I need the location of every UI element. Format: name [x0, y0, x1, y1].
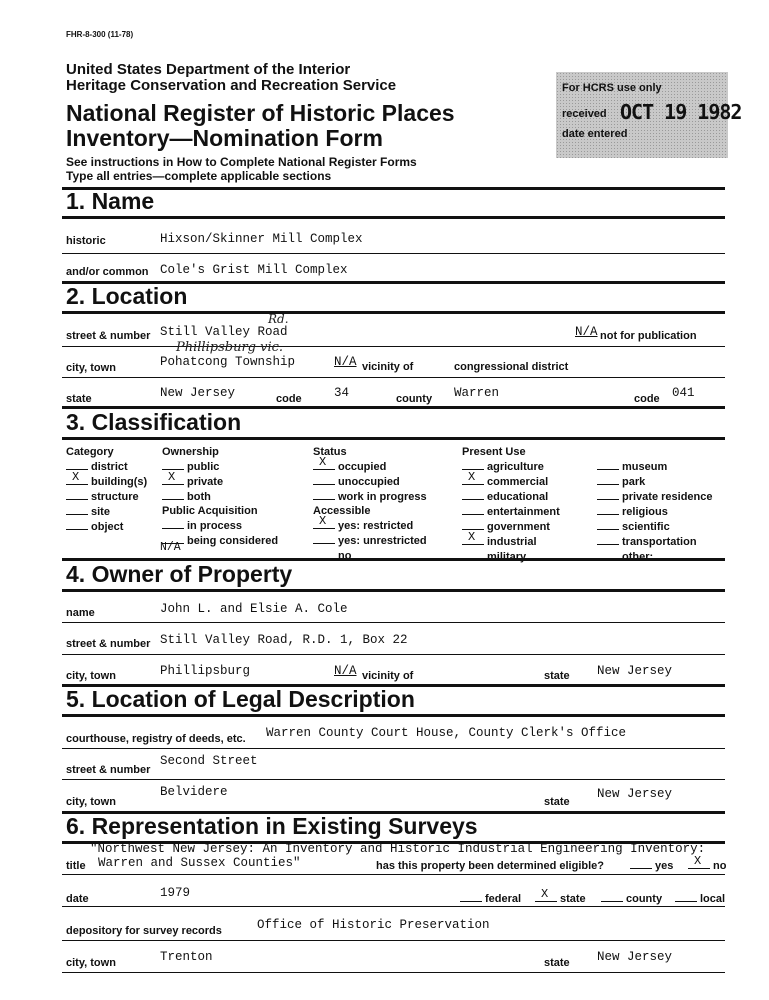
checkbox-row[interactable]: private residence	[597, 489, 713, 504]
historic-label: historic	[66, 235, 106, 247]
location-street-value[interactable]: Still Valley Road	[160, 325, 288, 339]
section-5-heading: 5. Location of Legal Description	[66, 686, 415, 712]
field-line	[62, 906, 725, 907]
survey-state-value[interactable]: New Jersey	[597, 950, 673, 964]
section-2-heading: 2. Location	[66, 283, 188, 309]
received-label: received	[562, 108, 607, 120]
section-divider	[62, 589, 725, 592]
checkbox-row[interactable]: district	[66, 459, 147, 474]
checkbox-row[interactable]: museum	[597, 459, 713, 474]
legal-street-label: street & number	[66, 764, 151, 776]
state-option[interactable]: X state	[535, 891, 586, 906]
section-3-heading: 3. Classification	[66, 409, 242, 435]
section-6-heading: 6. Representation in Existing Surveys	[66, 813, 478, 839]
section-4-heading: 4. Owner of Property	[66, 561, 293, 587]
ownership-column	[162, 445, 278, 548]
checkbox-row[interactable]: unoccupied	[313, 474, 427, 489]
location-state-value[interactable]: New Jersey	[160, 386, 236, 400]
federal-option[interactable]: federal	[460, 891, 521, 906]
legal-state-value[interactable]: New Jersey	[597, 787, 673, 801]
category-column	[66, 445, 147, 534]
checkbox-row[interactable]: X commercial	[462, 474, 560, 489]
section-1-heading: 1. Name	[66, 188, 155, 214]
field-line	[62, 779, 725, 780]
vicinity-value[interactable]: N/A	[334, 355, 357, 369]
owner-state-label: state	[544, 670, 570, 682]
checkbox-row[interactable]: park	[597, 474, 713, 489]
county-label: county	[396, 393, 433, 405]
field-line	[62, 654, 725, 655]
historic-name-value[interactable]: Hixson/Skinner Mill Complex	[160, 232, 363, 246]
eligible-no-option[interactable]: X no	[688, 858, 726, 873]
status-title: Status	[313, 446, 347, 458]
state-label: state	[66, 393, 92, 405]
hcrs-label: For HCRS use only	[562, 82, 662, 94]
checkbox-row[interactable]: religious	[597, 504, 713, 519]
field-line	[62, 748, 725, 749]
congressional-district-label: congressional district	[454, 361, 569, 373]
local-option[interactable]: local	[675, 891, 725, 906]
received-date-stamp: OCT 19 1982	[620, 100, 742, 124]
handwritten-city-note: Phillipsburg vic.	[176, 340, 284, 355]
state-code-value[interactable]: 34	[334, 386, 350, 400]
instructions-line-2: Type all entries—complete applicable sections	[66, 169, 332, 183]
agency-service: Heritage Conservation and Recreation Service	[66, 77, 397, 94]
checkbox-row[interactable]: scientific	[597, 519, 713, 534]
checkbox-row[interactable]: both	[162, 489, 278, 504]
checkbox-row[interactable]: object	[66, 519, 147, 534]
legal-street-value[interactable]: Second Street	[160, 754, 258, 768]
owner-street-value[interactable]: Still Valley Road, R.D. 1, Box 22	[160, 633, 408, 647]
not-for-publication-value[interactable]: N/A	[575, 325, 598, 339]
checkbox-row[interactable]: agriculture	[462, 459, 560, 474]
instructions-line-1: See instructions in How to Complete National Register Forms	[66, 155, 417, 169]
survey-date-value[interactable]: 1979	[160, 886, 191, 900]
checkbox-row[interactable]: being considered	[162, 533, 278, 548]
checkbox-row[interactable]: structure	[66, 489, 147, 504]
county-option[interactable]: county	[601, 891, 662, 906]
checkbox-row[interactable]: X building(s)	[66, 474, 147, 489]
street-number-label: street & number	[66, 330, 151, 342]
checkbox-row[interactable]: work in progress	[313, 489, 427, 504]
form-title: National Register of Historic Places	[66, 100, 455, 126]
checkbox-row[interactable]: X private	[162, 474, 278, 489]
present-use-title: Present Use	[462, 446, 526, 458]
legal-city-value[interactable]: Belvidere	[160, 785, 228, 799]
checkbox-row[interactable]: other:	[597, 549, 713, 564]
depository-value[interactable]: Office of Historic Preservation	[257, 918, 490, 932]
checkbox-row[interactable]: government	[462, 519, 560, 534]
section-divider	[62, 216, 725, 219]
field-line	[62, 874, 725, 875]
present-use-column-1	[462, 445, 560, 564]
county-value[interactable]: Warren	[454, 386, 500, 400]
survey-state-label: state	[544, 957, 570, 969]
accessible-title: Accessible	[313, 505, 371, 517]
owner-street-label: street & number	[66, 638, 151, 650]
owner-name-value[interactable]: John L. and Elsie A. Cole	[160, 602, 348, 616]
owner-vicinity-label: vicinity of	[362, 670, 414, 682]
section-divider	[62, 311, 725, 314]
survey-city-label: city, town	[66, 957, 116, 969]
location-city-value[interactable]: Pohatcong Township	[160, 355, 296, 369]
checkbox-row[interactable]: entertainment	[462, 504, 560, 519]
field-line	[62, 940, 725, 941]
present-use-column-2	[597, 459, 713, 564]
legal-state-label: state	[544, 796, 570, 808]
common-name-value[interactable]: Cole's Grist Mill Complex	[160, 263, 348, 277]
checkbox-row[interactable]: X yes: restricted	[313, 518, 427, 533]
owner-city-value[interactable]: Phillipsburg	[160, 664, 251, 678]
checkbox-row[interactable]: educational	[462, 489, 560, 504]
checkbox-row[interactable]: military	[462, 549, 560, 564]
field-line	[62, 346, 725, 347]
public-acquisition-title: Public Acquisition	[162, 505, 258, 517]
survey-title-label: title	[66, 860, 86, 872]
hcrs-use-only-box	[556, 72, 742, 158]
field-line	[62, 622, 725, 623]
form-subtitle: Inventory—Nomination Form	[66, 125, 383, 151]
section-divider	[62, 714, 725, 717]
ownership-title: Ownership	[162, 446, 219, 458]
checkbox-row[interactable]: public	[162, 459, 278, 474]
checkbox-row[interactable]: yes: unrestricted	[313, 533, 427, 548]
survey-title-line-1[interactable]: "Northwest New Jersey: An Inventory and Historic Industrial Engineering Inventory:	[90, 842, 706, 856]
checkbox-row[interactable]: transportation	[597, 534, 713, 549]
survey-city-value[interactable]: Trenton	[160, 950, 213, 964]
form-id: FHR-8-300 (11-78)	[66, 30, 134, 39]
eligible-question: has this property been determined eligible?	[376, 860, 604, 872]
checkbox-row[interactable]: X industrial	[462, 534, 560, 549]
not-for-publication-label: not for publication	[600, 330, 697, 342]
section-divider	[62, 187, 725, 190]
vicinity-label: vicinity of	[362, 361, 414, 373]
owner-vicinity-value[interactable]: N/A	[334, 664, 357, 678]
handwritten-road-note: Rd.	[268, 312, 289, 326]
depository-label: depository for survey records	[66, 925, 222, 937]
category-title: Category	[66, 446, 114, 458]
public-acquisition-value[interactable]: N/A	[160, 541, 181, 554]
eligible-yes-option[interactable]: yes	[630, 858, 673, 873]
code-label: code	[276, 393, 302, 405]
survey-date-label: date	[66, 893, 89, 905]
courthouse-value[interactable]: Warren County Court House, County Clerk's Office	[266, 726, 627, 740]
field-line	[62, 253, 725, 254]
courthouse-label: courthouse, registry of deeds, etc.	[66, 733, 246, 745]
survey-title-line-2[interactable]: Warren and Sussex Counties"	[98, 856, 301, 870]
owner-name-label: name	[66, 607, 95, 619]
checkbox-row[interactable]: in process	[162, 518, 278, 533]
checkbox-row[interactable]: no	[313, 548, 427, 563]
owner-city-label: city, town	[66, 670, 116, 682]
checkbox-row[interactable]: site	[66, 504, 147, 519]
agency-name: United States Department of the Interior	[66, 61, 351, 78]
county-code-label: code	[634, 393, 660, 405]
owner-state-value[interactable]: New Jersey	[597, 664, 673, 678]
county-code-value[interactable]: 041	[672, 386, 695, 400]
date-entered-label: date entered	[562, 128, 628, 140]
field-line	[62, 972, 725, 973]
city-town-label: city, town	[66, 362, 116, 374]
checkbox-row[interactable]: X occupied	[313, 459, 427, 474]
section-divider	[62, 437, 725, 440]
common-name-label: and/or common	[66, 266, 149, 278]
status-column	[313, 445, 427, 563]
legal-city-label: city, town	[66, 796, 116, 808]
field-line	[62, 377, 725, 378]
